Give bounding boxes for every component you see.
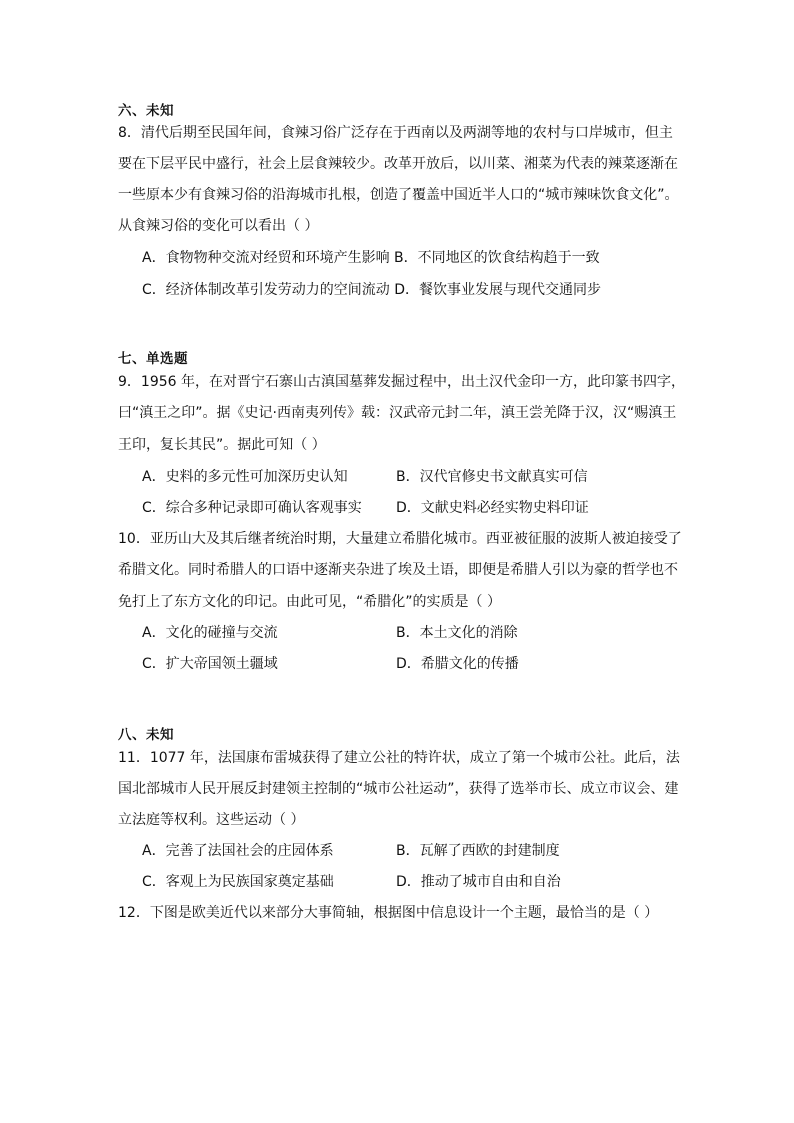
section-title-six: 六、未知 (118, 103, 174, 119)
q9-option-d: D．文献史料必经实物史料印证 (396, 500, 589, 516)
q9-stem-line-1: 9．1956 年，在对晋宁石寨山古滇国墓葬发掘过程中，出土汉代金印一方，此印篆书四字， (118, 374, 685, 390)
q10-stem-line-1: 10．亚历山大及其后继者统治时期，大量建立希腊化城市。西亚被征服的波斯人被迫接受了 (118, 531, 682, 547)
q8-stem-line-1: 8．清代后期至民国年间，食辣习俗广泛存在于西南以及两湖等地的农村与口岸城市，但主 (118, 125, 673, 141)
q8-options-row-2: C．经济体制改革引发劳动力的空间流动 D．餐饮事业发展与现代交通同步 (142, 282, 602, 298)
q9-stem-line-2: 曰“滇王之印”。据《史记·西南夷列传》载：汉武帝元封二年，滇王尝羌降于汉，汉“赐滇王 (118, 405, 677, 421)
q11-option-a: A．完善了法国社会的庄园体系 (142, 843, 334, 859)
q8-options-row-1: A．食物物种交流对经贸和环境产生影响 B．不同地区的饮食结构趋于一致 (142, 250, 600, 266)
q9-option-c: C．综合多种记录即可确认客观事实 (142, 500, 362, 516)
q11-stem-line-1: 11．1077 年，法国康布雷城获得了建立公社的特许状，成立了第一个城市公社。此后，法 (118, 750, 680, 766)
q10-option-c: C．扩大帝国领土疆域 (142, 656, 278, 672)
q10-stem-line-2: 希腊文化。同时希腊人的口语中逐渐夹杂进了埃及土语，即便是希腊人引以为豪的哲学也不 (118, 562, 678, 578)
q8-stem-line-2: 要在下层平民中盛行，社会上层食辣较少。改革开放后，以川菜、湘菜为代表的辣菜逐渐在 (118, 156, 678, 172)
q11-option-b: B．瓦解了西欧的封建制度 (396, 843, 560, 859)
q8-stem-line-4: 从食辣习俗的变化可以看出（ ） (118, 218, 319, 234)
q8-stem-line-3: 一些原本少有食辣习俗的沿海城市扎根，创造了覆盖中国近半人口的“城市辣味饮食文化”。 (118, 187, 679, 203)
q12-stem-line-1: 12．下图是欧美近代以来部分大事简轴，根据图中信息设计一个主题，最恰当的是（ ） (118, 905, 659, 921)
q10-option-a: A．文化的碰撞与交流 (142, 625, 278, 641)
q9-stem-line-3: 王印，复长其民”。据此可知（ ） (118, 437, 326, 453)
q11-stem-line-2: 国北部城市人民开展反封建领主控制的“城市公社运动”，获得了选举市长、成立市议会、建 (118, 781, 679, 797)
q9-option-b: B．汉代官修史书文献真实可信 (396, 469, 588, 485)
section-title-seven: 七、单选题 (118, 351, 188, 367)
q10-stem-line-3: 免打上了东方文化的印记。由此可见，“希腊化”的实质是（ ） (118, 594, 501, 610)
section-title-eight: 八、未知 (118, 727, 174, 743)
q11-option-d: D．推动了城市自由和自治 (396, 874, 561, 890)
q9-option-a: A．史料的多元性可加深历史认知 (142, 469, 348, 485)
q10-option-b: B．本土文化的消除 (396, 625, 518, 641)
q11-stem-line-3: 立法庭等权利。这些运动（ ） (118, 812, 305, 828)
q10-option-d: D．希腊文化的传播 (396, 656, 519, 672)
q11-option-c: C．客观上为民族国家奠定基础 (142, 874, 334, 890)
